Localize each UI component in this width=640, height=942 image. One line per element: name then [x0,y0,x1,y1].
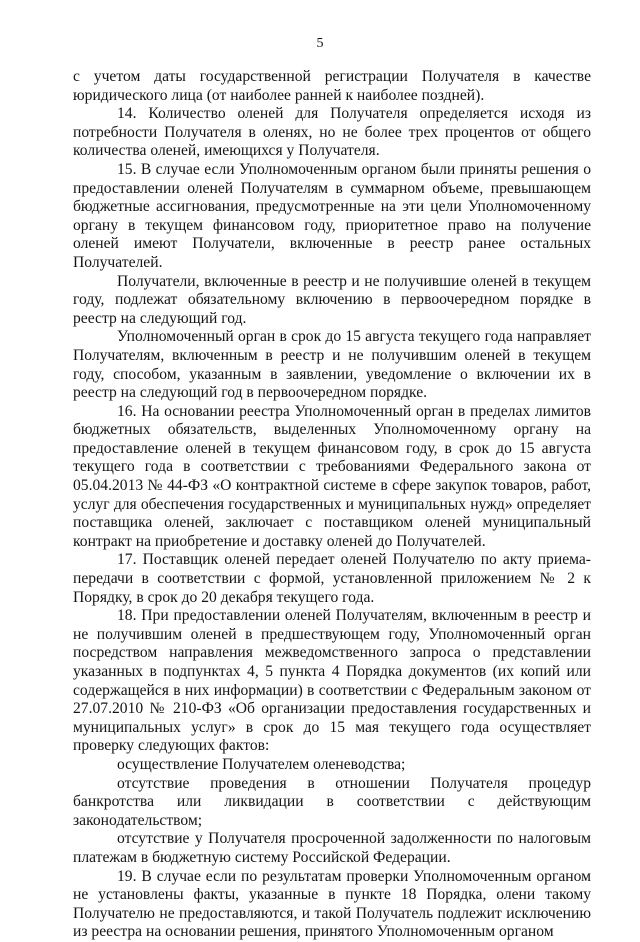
paragraph-18: 18. При предоставлении оленей Получателям, включенным в реестр и не получившим оленей в предшествующем году, Уполномоченный орган посредством направления межведомственного запроса о представлении указанных в подпунктах 4, 5 пункта 4 Порядка документов (их копий или содержащейся в них информации) в соответствии с Федеральным законом от 27.07.2010 № 210-ФЗ «Об организации предоставления государственных и муниципальных услуг» в срок до 15 мая текущего года осуществляет проверку следующих фактов: [73,607,591,755]
paragraph-17: 17. Поставщик оленей передает оленей Получателю по акту приема-передачи в соответствии с формой, установленной приложением № 2 к Порядку, в срок до 20 декабря текущего года. [73,551,591,606]
paragraph-15: 15. В случае если Уполномоченным органом были приняты решения о предоставлении оленей Получателям в суммарном объеме, превышающем бюджетные ассигнования, предусмотренные на эти цели Уполномоченному органу в текущем финансовом году, приоритетное право на получение оленей имеют Получатели, включенные в реестр ранее остальных Получателей. [73,160,591,271]
paragraph-16: 16. На основании реестра Уполномоченный орган в пределах лимитов бюджетных обязательств, выделенных Уполномоченному органу на предоставление оленей в текущем финансовом году, в срок до 15 августа текущего года в соответствии с требованиями Федерального закона от 05.04.2013 № 44-ФЗ «О контрактной системе в сфере закупок товаров, работ, услуг для обеспечения государственных и муниципальных нужд» определяет поставщика оленей, заключает с поставщиком оленей муниципальный контракт на приобретение и доставку оленей до Получателей. [73,402,591,550]
document-body [73,68,591,942]
paragraph-18-fact-1: осуществление Получателем оленеводства; [117,755,406,773]
paragraph-15-recipients: Получатели, включенные в реестр и не получившие оленей в текущем году, подлежат обязательному включению в первоочередном порядке в реестр на следующий год. [73,272,591,327]
paragraph-18-fact-2: отсутствие проведения в отношении Получателя процедур банкротства или ликвидации в соответствии с действующим законодательством; [73,774,591,829]
paragraph-15-notification: Уполномоченный орган в срок до 15 августа текущего года направляет Получателям, включенным в реестр и не получившим оленей в текущем году, способом, указанным в заявлении, уведомление о включении их в реестр на следующий год в первоочередном порядке. [73,328,591,402]
paragraph-14: 14. Количество оленей для Получателя определяется исходя из потребности Получателя в оленях, но не более трех процентов от общего количества оленей, имеющихся у Получателя. [73,105,591,160]
paragraph-19: 19. В случае если по результатам проверки Уполномоченным органом не установлены факты, указанные в пункте 18 Порядка, олени такому Получателю не предоставляются, и такой Получатель подлежит исключению из реестра на основании решения, принятого Уполномоченным органом [73,867,591,941]
paragraph-continuation: с учетом даты государственной регистрации Получателя в качестве юридического лица (от наиболее ранней к наиболее поздней). [73,68,591,104]
paragraph-18-fact-3: отсутствие у Получателя просроченной задолженности по налоговым платежам в бюджетную систему Российской Федерации. [73,830,591,866]
page-number: 5 [316,36,324,51]
